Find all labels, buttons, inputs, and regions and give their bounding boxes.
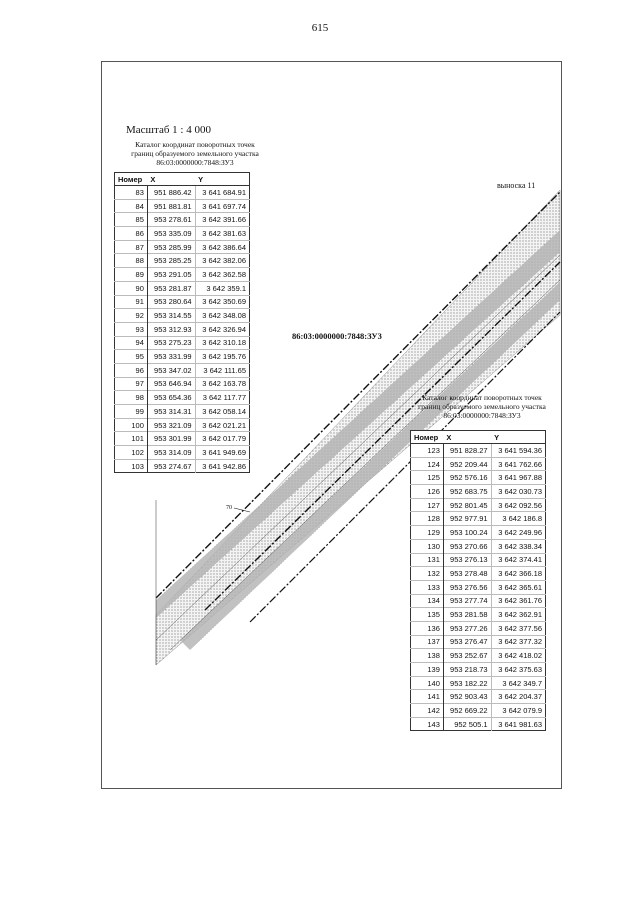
table-row xyxy=(411,608,546,622)
table-row xyxy=(115,418,250,432)
y-coordinate: 3 642 418.02 xyxy=(491,649,545,663)
x-coordinate: 953 301.99 xyxy=(147,432,195,446)
y-coordinate: 3 642 349.7 xyxy=(491,676,545,690)
y-coordinate: 3 642 377.56 xyxy=(491,621,545,635)
caption-line: Каталог координат поворотных точек xyxy=(135,140,255,149)
y-coordinate: 3 642 365.61 xyxy=(491,580,545,594)
point-number: 124 xyxy=(411,457,444,471)
table-row xyxy=(115,281,250,295)
x-coordinate: 953 275.23 xyxy=(147,336,195,350)
x-coordinate: 953 646.94 xyxy=(147,377,195,391)
y-coordinate: 3 641 762.66 xyxy=(491,457,545,471)
caption-line: Каталог координат поворотных точек xyxy=(422,393,542,402)
y-coordinate: 3 642 058.14 xyxy=(195,405,249,419)
table-row xyxy=(411,717,546,731)
point-number: 94 xyxy=(115,336,148,350)
x-coordinate: 953 285.99 xyxy=(147,240,195,254)
y-coordinate: 3 642 386.64 xyxy=(195,240,249,254)
table-row xyxy=(411,553,546,567)
point-number: 139 xyxy=(411,663,444,677)
table-row xyxy=(411,539,546,553)
point-number: 99 xyxy=(115,405,148,419)
header-y: Y xyxy=(491,431,545,444)
table-row xyxy=(115,186,250,200)
x-coordinate: 953 278.61 xyxy=(147,213,195,227)
x-coordinate: 953 182.22 xyxy=(443,676,491,690)
y-coordinate: 3 642 079.9 xyxy=(491,704,545,718)
point-number: 130 xyxy=(411,539,444,553)
table-row xyxy=(411,621,546,635)
scale-label: Масштаб 1 : 4 000 xyxy=(126,124,211,136)
page-number: 615 xyxy=(311,22,329,34)
point-number: 127 xyxy=(411,498,444,512)
x-coordinate: 953 321.09 xyxy=(147,418,195,432)
point-number: 143 xyxy=(411,717,444,731)
x-coordinate: 953 654.36 xyxy=(147,391,195,405)
header-x: X xyxy=(443,431,491,444)
x-coordinate: 953 276.47 xyxy=(443,635,491,649)
point-number: 88 xyxy=(115,254,148,268)
y-coordinate: 3 642 366.18 xyxy=(491,567,545,581)
x-coordinate: 953 312.93 xyxy=(147,322,195,336)
point-number: 102 xyxy=(115,446,148,460)
parcel-label: 86:03:0000000:7848:ЗУ3 xyxy=(292,331,382,341)
y-coordinate: 3 642 017.79 xyxy=(195,432,249,446)
header-number: Номер xyxy=(411,431,444,444)
y-coordinate: 3 642 350.69 xyxy=(195,295,249,309)
point-number: 100 xyxy=(115,418,148,432)
point-number: 125 xyxy=(411,471,444,485)
caption-line: 86:03:0000000:7848:ЗУ3 xyxy=(156,158,234,167)
point-number: 140 xyxy=(411,676,444,690)
table-row xyxy=(411,690,546,704)
y-coordinate: 3 642 348.08 xyxy=(195,309,249,323)
y-coordinate: 3 642 249.96 xyxy=(491,526,545,540)
point-number: 141 xyxy=(411,690,444,704)
x-coordinate: 953 331.99 xyxy=(147,350,195,364)
table-row xyxy=(115,391,250,405)
x-coordinate: 951 886.42 xyxy=(147,186,195,200)
y-coordinate: 3 641 594.36 xyxy=(491,444,545,458)
point-number: 126 xyxy=(411,485,444,499)
point-number: 85 xyxy=(115,213,148,227)
x-coordinate: 953 270.66 xyxy=(443,539,491,553)
point-number: 84 xyxy=(115,199,148,213)
table-row xyxy=(411,649,546,663)
table-row xyxy=(115,350,250,364)
table-row xyxy=(411,567,546,581)
x-coordinate: 953 281.87 xyxy=(147,281,195,295)
point-number: 103 xyxy=(115,459,148,473)
x-coordinate: 953 276.13 xyxy=(443,553,491,567)
header-x: X xyxy=(147,173,195,186)
x-coordinate: 953 291.05 xyxy=(147,268,195,282)
table-row xyxy=(115,213,250,227)
y-coordinate: 3 642 021.21 xyxy=(195,418,249,432)
table-row xyxy=(115,199,250,213)
table-row xyxy=(115,295,250,309)
table-row xyxy=(115,227,250,241)
left-table-body xyxy=(115,186,250,473)
table-row xyxy=(411,512,546,526)
y-coordinate: 3 642 359.1 xyxy=(195,281,249,295)
table-header-row xyxy=(115,173,250,186)
x-coordinate: 953 218.73 xyxy=(443,663,491,677)
table-header-row xyxy=(411,431,546,444)
header-y: Y xyxy=(195,173,249,186)
y-coordinate: 3 641 684.91 xyxy=(195,186,249,200)
table-row xyxy=(411,457,546,471)
right-coordinate-table xyxy=(410,430,546,731)
y-coordinate: 3 642 186.8 xyxy=(491,512,545,526)
point-number: 96 xyxy=(115,363,148,377)
x-coordinate: 953 100.24 xyxy=(443,526,491,540)
y-coordinate: 3 642 030.73 xyxy=(491,485,545,499)
y-coordinate: 3 642 382.06 xyxy=(195,254,249,268)
vynoska-label: выноска 11 xyxy=(497,181,536,190)
caption-line: границ образуемого земельного участка xyxy=(418,402,546,411)
y-coordinate: 3 641 967.88 xyxy=(491,471,545,485)
table-row xyxy=(115,336,250,350)
point-label: 70 xyxy=(226,505,232,511)
y-coordinate: 3 642 338.34 xyxy=(491,539,545,553)
x-coordinate: 952 669.22 xyxy=(443,704,491,718)
point-number: 101 xyxy=(115,432,148,446)
table-row xyxy=(115,363,250,377)
table-row xyxy=(115,322,250,336)
y-coordinate: 3 641 949.69 xyxy=(195,446,249,460)
x-coordinate: 952 576.16 xyxy=(443,471,491,485)
point-number: 138 xyxy=(411,649,444,663)
point-number: 131 xyxy=(411,553,444,567)
x-coordinate: 952 505.1 xyxy=(443,717,491,731)
table-row xyxy=(115,405,250,419)
y-coordinate: 3 641 942.86 xyxy=(195,459,249,473)
table-row xyxy=(411,498,546,512)
x-coordinate: 952 977.91 xyxy=(443,512,491,526)
table-row xyxy=(411,580,546,594)
right-catalog-caption xyxy=(404,393,560,420)
point-number: 87 xyxy=(115,240,148,254)
point-number: 128 xyxy=(411,512,444,526)
x-coordinate: 953 277.26 xyxy=(443,621,491,635)
point-number: 123 xyxy=(411,444,444,458)
y-coordinate: 3 642 362.91 xyxy=(491,608,545,622)
x-coordinate: 953 314.55 xyxy=(147,309,195,323)
y-coordinate: 3 642 163.78 xyxy=(195,377,249,391)
y-coordinate: 3 642 377.32 xyxy=(491,635,545,649)
x-coordinate: 951 828.27 xyxy=(443,444,491,458)
point-number: 142 xyxy=(411,704,444,718)
point-number: 98 xyxy=(115,391,148,405)
x-coordinate: 953 274.67 xyxy=(147,459,195,473)
x-coordinate: 953 278.48 xyxy=(443,567,491,581)
x-coordinate: 952 801.45 xyxy=(443,498,491,512)
table-row xyxy=(411,526,546,540)
point-number: 136 xyxy=(411,621,444,635)
x-coordinate: 952 683.75 xyxy=(443,485,491,499)
table-row xyxy=(115,459,250,473)
table-row xyxy=(411,704,546,718)
y-coordinate: 3 642 204.37 xyxy=(491,690,545,704)
point-number: 133 xyxy=(411,580,444,594)
point-number: 129 xyxy=(411,526,444,540)
left-catalog-caption xyxy=(110,140,280,167)
y-coordinate: 3 642 092.56 xyxy=(491,498,545,512)
table-row xyxy=(115,240,250,254)
caption-line: 86:03:0000000:7848:ЗУ3 xyxy=(443,411,521,420)
left-coordinate-table xyxy=(114,172,250,473)
x-coordinate: 953 314.09 xyxy=(147,446,195,460)
x-coordinate: 953 252.67 xyxy=(443,649,491,663)
y-coordinate: 3 642 310.18 xyxy=(195,336,249,350)
y-coordinate: 3 642 195.76 xyxy=(195,350,249,364)
point-number: 86 xyxy=(115,227,148,241)
y-coordinate: 3 641 697.74 xyxy=(195,199,249,213)
table-row xyxy=(115,432,250,446)
x-coordinate: 952 209.44 xyxy=(443,457,491,471)
x-coordinate: 953 276.56 xyxy=(443,580,491,594)
y-coordinate: 3 641 981.63 xyxy=(491,717,545,731)
x-coordinate: 953 280.64 xyxy=(147,295,195,309)
point-number: 137 xyxy=(411,635,444,649)
y-coordinate: 3 642 391.66 xyxy=(195,213,249,227)
point-number: 83 xyxy=(115,186,148,200)
right-table-body xyxy=(411,444,546,731)
y-coordinate: 3 642 362.58 xyxy=(195,268,249,282)
table-row xyxy=(115,446,250,460)
table-row xyxy=(115,309,250,323)
x-coordinate: 953 285.25 xyxy=(147,254,195,268)
x-coordinate: 953 347.02 xyxy=(147,363,195,377)
x-coordinate: 953 314.31 xyxy=(147,405,195,419)
table-row xyxy=(115,268,250,282)
y-coordinate: 3 642 326.94 xyxy=(195,322,249,336)
table-row xyxy=(411,635,546,649)
point-number: 132 xyxy=(411,567,444,581)
y-coordinate: 3 642 381.63 xyxy=(195,227,249,241)
point-number: 90 xyxy=(115,281,148,295)
point-number: 97 xyxy=(115,377,148,391)
y-coordinate: 3 642 117.77 xyxy=(195,391,249,405)
x-coordinate: 953 335.09 xyxy=(147,227,195,241)
table-row xyxy=(115,377,250,391)
table-row xyxy=(411,485,546,499)
point-number: 89 xyxy=(115,268,148,282)
y-coordinate: 3 642 375.63 xyxy=(491,663,545,677)
table-row xyxy=(115,254,250,268)
table-row xyxy=(411,444,546,458)
x-coordinate: 953 281.58 xyxy=(443,608,491,622)
y-coordinate: 3 642 361.76 xyxy=(491,594,545,608)
table-row xyxy=(411,594,546,608)
point-number: 91 xyxy=(115,295,148,309)
point-number: 135 xyxy=(411,608,444,622)
x-coordinate: 951 881.81 xyxy=(147,199,195,213)
point-number: 134 xyxy=(411,594,444,608)
x-coordinate: 952 903.43 xyxy=(443,690,491,704)
x-coordinate: 953 277.74 xyxy=(443,594,491,608)
table-row xyxy=(411,663,546,677)
y-coordinate: 3 642 374.41 xyxy=(491,553,545,567)
point-number: 93 xyxy=(115,322,148,336)
point-number: 92 xyxy=(115,309,148,323)
table-row xyxy=(411,471,546,485)
y-coordinate: 3 642 111.65 xyxy=(195,363,249,377)
header-number: Номер xyxy=(115,173,148,186)
caption-line: границ образуемого земельного участка xyxy=(131,149,259,158)
table-row xyxy=(411,676,546,690)
point-number: 95 xyxy=(115,350,148,364)
